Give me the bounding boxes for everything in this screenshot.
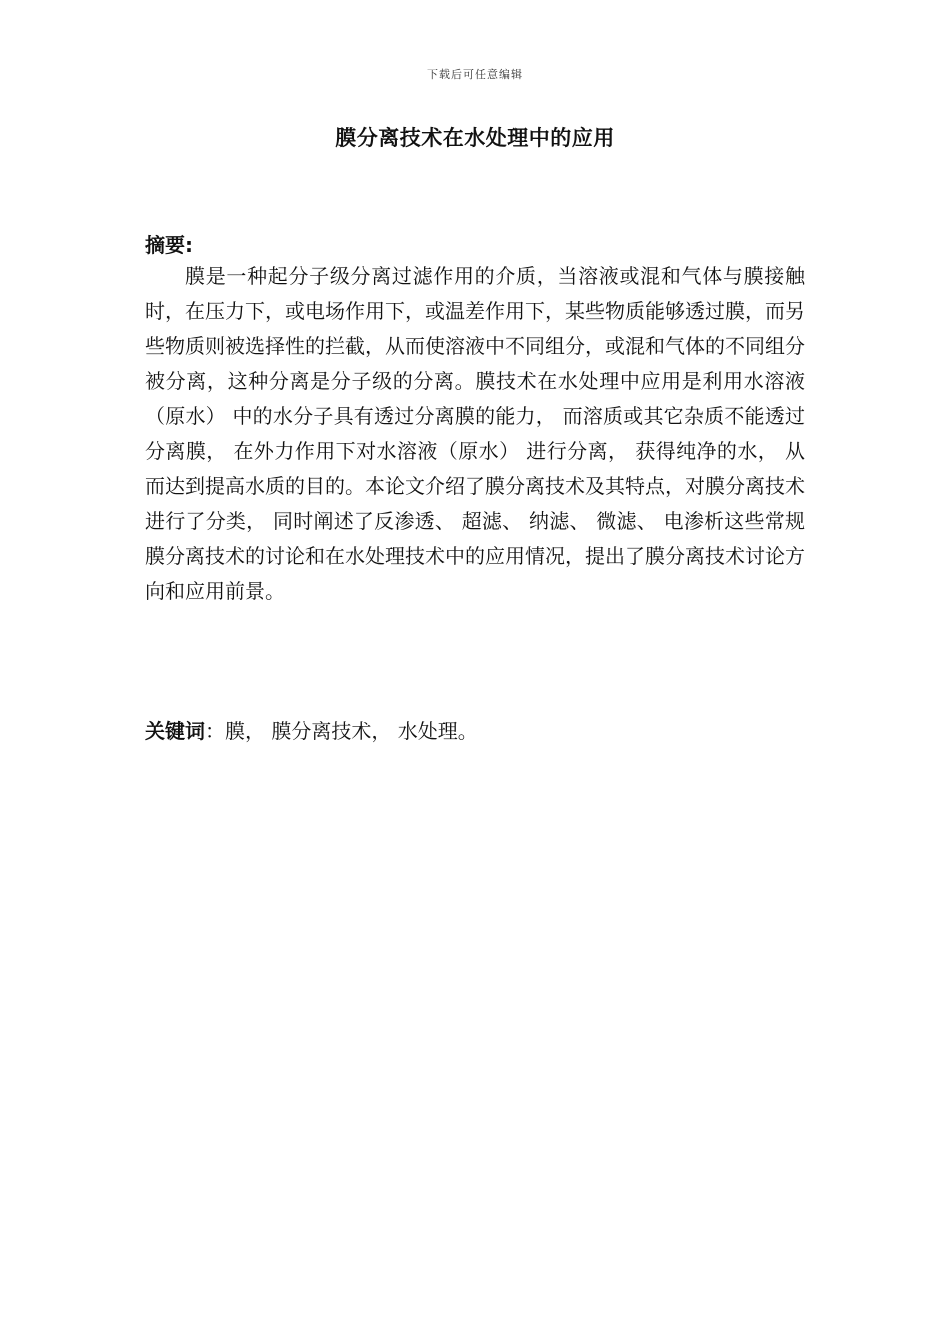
document-title: 膜分离技术在水处理中的应用	[335, 126, 615, 150]
keywords-text: ：膜， 膜分离技术， 水处理。	[205, 719, 478, 743]
header-note: 下载后可任意编辑	[427, 68, 523, 81]
keywords-label: 关键词	[145, 719, 205, 743]
abstract-label: 摘要:	[145, 233, 193, 257]
abstract-body: 膜是一种起分子级分离过滤作用的介质，当溶液或混和气体与膜接触时，在压力下，或电场作用下，或温差作用下，某些物质能够透过膜，而另些物质则被选择性的拦截，从而使溶液中不同组分，或混和气体的不同组分被分离，这种分离是分子级的分离。膜技术在水处理中应用是利用水溶液（原水） 中的水分子具有透过分离膜的能力， 而溶质或其它杂质不能透过分离膜， 在外力作用下对水溶液（原水） 进行分离， 获得纯净的水， 从而达到提高水质的目的。本论文介绍了膜分离技术及其特点，对膜分离技术进行了分类， 同时阐述了反渗透、 超滤、 纳滤、 微滤、 电渗析这些常规膜分离技术的讨论和在水处理技术中的应用情况，提出了膜分离技术讨论方向和应用前景。	[145, 264, 805, 603]
keywords-line	[145, 716, 805, 746]
